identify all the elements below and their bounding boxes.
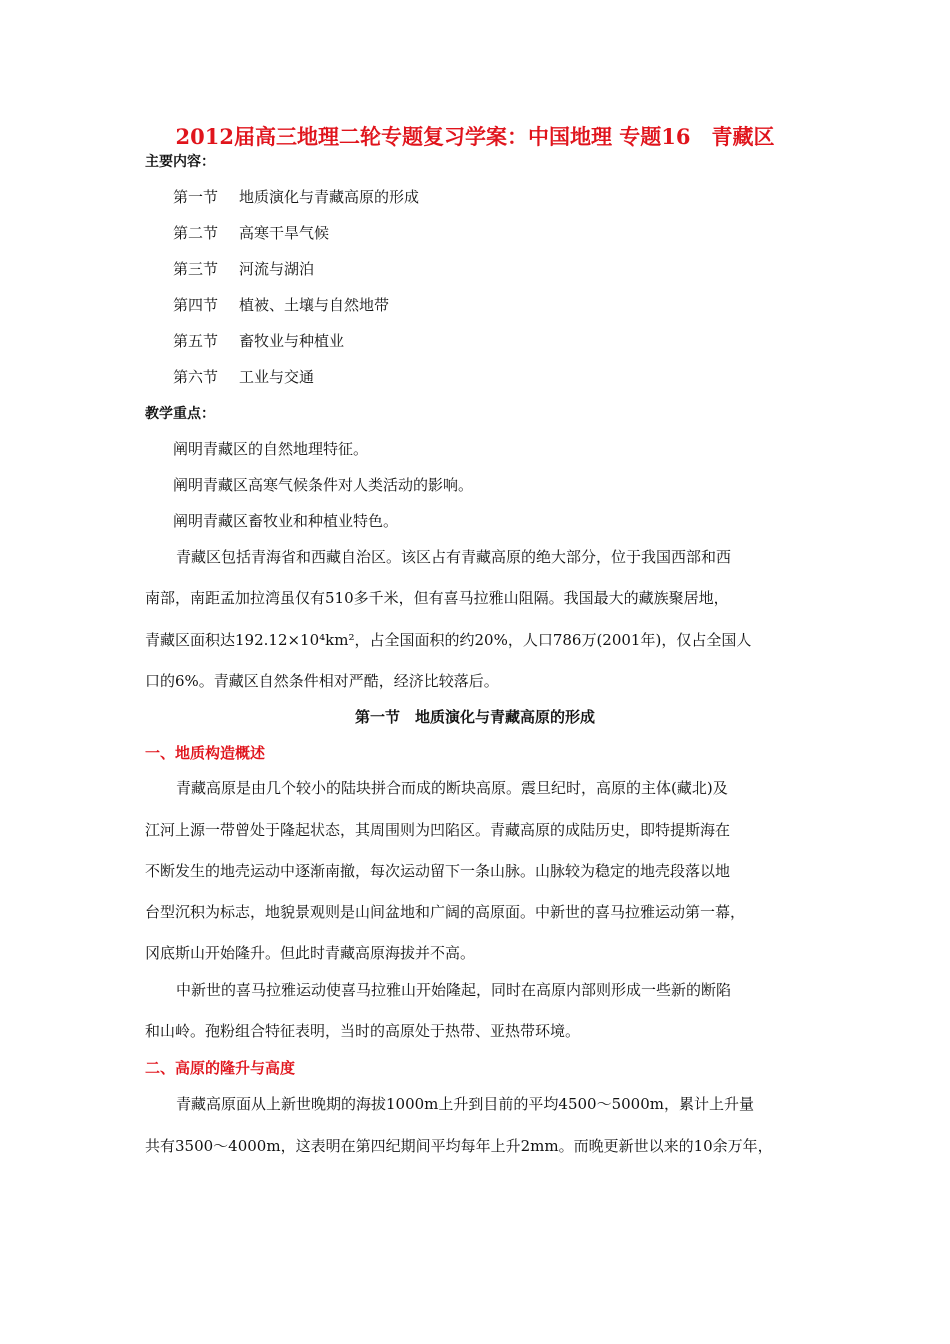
subsection-heading: 二、高原的隆升与高度 [145, 1059, 296, 1077]
paragraph-line: 冈底斯山开始隆升。但此时青藏高原海拔并不高。 [145, 944, 476, 962]
toc-item-number: 第六节 [173, 368, 219, 386]
intro-line: 青藏区面积达192.12×10⁴km²，占全国面积的约20%，人口786万(2001年)，仅占全国人 [145, 631, 752, 649]
subsection-heading: 一、地质构造概述 [145, 744, 266, 762]
toc-item-number: 第四节 [173, 296, 219, 314]
toc-item [173, 366, 314, 388]
paragraph-line: 中新世的喜马拉雅运动使喜马拉雅山开始隆起，同时在高原内部则形成一些新的断陷 [176, 981, 732, 999]
paragraph-line: 青藏高原面从上新世晚期的海拔1000m上升到目前的平均4500～5000m，累计上升量 [176, 1095, 754, 1113]
intro-line: 南部，南距孟加拉湾虽仅有510多千米，但有喜马拉雅山阻隔。我国最大的藏族聚居地， [145, 589, 729, 607]
paragraph-line: 青藏高原是由几个较小的陆块拼合而成的断块高原。震旦纪时，高原的主体(藏北)及 [176, 779, 728, 797]
toc-item-number: 第五节 [173, 332, 219, 350]
focus-item: 阐明青藏区的自然地理特征。 [173, 440, 369, 458]
paragraph-line: 共有3500～4000m，这表明在第四纪期间平均每年上升2mm。而晚更新世以来的10余万年， [145, 1137, 773, 1155]
toc-item-name: 植被、土壤与自然地带 [239, 296, 390, 314]
toc-item-name: 高寒干旱气候 [239, 224, 330, 242]
toc-item-name: 畜牧业与种植业 [239, 332, 345, 350]
paragraph-line: 江河上源一带曾处于隆起状态，其周围则为凹陷区。青藏高原的成陆历史，即特提斯海在 [145, 821, 731, 839]
toc-item [173, 186, 419, 208]
toc-item [173, 222, 329, 244]
paragraph-line: 和山岭。孢粉组合特征表明，当时的高原处于热带、亚热带环境。 [145, 1022, 581, 1040]
toc-item-name: 河流与湖泊 [239, 260, 315, 278]
focus-label: 教学重点： [145, 406, 215, 422]
focus-item: 阐明青藏区畜牧业和种植业特色。 [173, 512, 399, 530]
focus-item: 阐明青藏区高寒气候条件对人类活动的影响。 [173, 476, 474, 494]
section-title: 第一节 地质演化与青藏高原的形成 [354, 708, 595, 726]
contents-label: 主要内容： [145, 154, 215, 170]
document-title: 2012届高三地理二轮专题复习学案：中国地理 专题16 青藏区 [175, 124, 775, 149]
intro-line: 口的6%。青藏区自然条件相对严酷，经济比较落后。 [145, 672, 499, 690]
toc-item [173, 294, 389, 316]
toc-item-number: 第二节 [173, 224, 219, 242]
toc-item-name: 地质演化与青藏高原的形成 [239, 188, 420, 206]
toc-item [173, 258, 314, 280]
paragraph-line: 不断发生的地壳运动中逐渐南撤，每次运动留下一条山脉。山脉较为稳定的地壳段落以地 [145, 862, 731, 880]
toc-item-name: 工业与交通 [239, 368, 315, 386]
toc-item [173, 330, 344, 352]
toc-item-number: 第一节 [173, 188, 219, 206]
intro-line: 青藏区包括青海省和西藏自治区。该区占有青藏高原的绝大部分，位于我国西部和西 [176, 548, 732, 566]
toc-item-number: 第三节 [173, 260, 219, 278]
paragraph-line: 台型沉积为标志，地貌景观则是山间盆地和广阔的高原面。中新世的喜马拉雅运动第一幕， [145, 903, 746, 921]
